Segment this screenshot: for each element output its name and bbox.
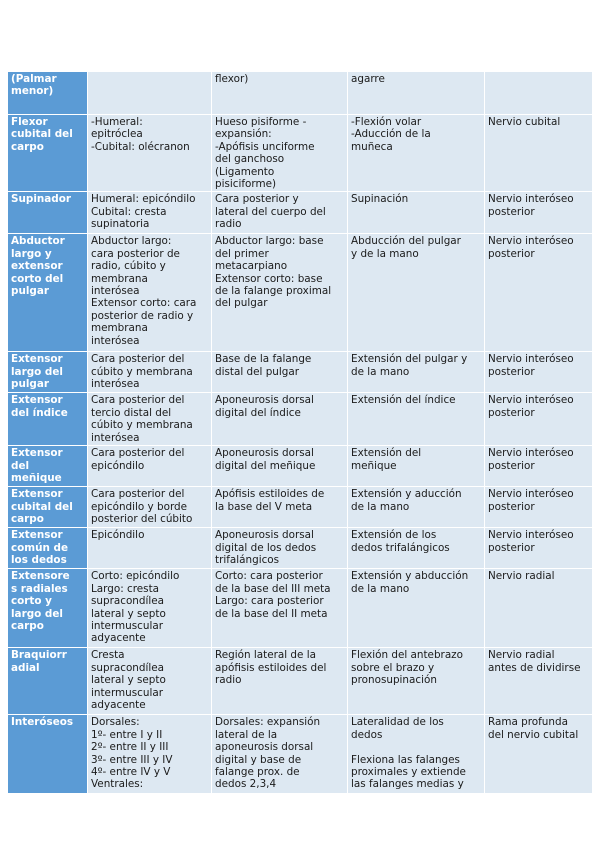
muscle-name-cell: Extensore s radiales corto y largo del carpo [8, 569, 88, 648]
action-cell: Flexión del antebrazo sobre el brazo y pronosupinación [348, 648, 485, 715]
origin-cell: Dorsales: 1º- entre I y II 2º- entre II y III 3º- entre III y IV 4º- entre IV y V Ventrales: [88, 715, 212, 794]
insertion-cell: Dorsales: expansión lateral de la aponeurosis dorsal digital y base de falange prox. de dedos 2,3,4 [212, 715, 348, 794]
insertion-cell: Aponeurosis dorsal digital del meñique [212, 446, 348, 487]
action-cell: Lateralidad de los dedos Flexiona las falanges proximales y extiende las falanges medias y [348, 715, 485, 794]
insertion-cell: Hueso pisiforme - expansión: -Apófisis unciforme del ganchoso (Ligamento pisiciforme) [212, 115, 348, 192]
origin-cell: Cara posterior del epicóndilo y borde posterior del cúbito [88, 487, 212, 528]
muscle-name-cell: Extensor largo del pulgar [8, 352, 88, 393]
insertion-cell: Abductor largo: base del primer metacarpiano Extensor corto: base de la falange proximal del pulgar [212, 234, 348, 352]
action-cell: Extensión de los dedos trifalángicos [348, 528, 485, 569]
insertion-cell: Aponeurosis dorsal digital de los dedos trifalángicos [212, 528, 348, 569]
nerve-cell: Nervio radial antes de dividirse [485, 648, 593, 715]
table-row [8, 234, 593, 352]
nerve-cell: Nervio interóseo posterior [485, 192, 593, 234]
nerve-cell: Nervio cubital [485, 115, 593, 192]
origin-cell: Humeral: epicóndilo Cubital: cresta supinatoria [88, 192, 212, 234]
origin-cell: Cara posterior del cúbito y membrana interósea [88, 352, 212, 393]
action-cell: Extensión del pulgar y de la mano [348, 352, 485, 393]
insertion-cell: flexor) [212, 72, 348, 115]
origin-cell: Cara posterior del epicóndilo [88, 446, 212, 487]
action-cell: -Flexión volar -Aducción de la muñeca [348, 115, 485, 192]
table-row [8, 72, 593, 115]
nerve-cell: Nervio interóseo posterior [485, 487, 593, 528]
table-row [8, 115, 593, 192]
nerve-cell: Nervio interóseo posterior [485, 234, 593, 352]
insertion-cell: Base de la falange distal del pulgar [212, 352, 348, 393]
table-row [8, 446, 593, 487]
nerve-cell: Nervio interóseo posterior [485, 352, 593, 393]
muscle-name-cell: Abductor largo y extensor corto del pulgar [8, 234, 88, 352]
action-cell: agarre [348, 72, 485, 115]
insertion-cell: Corto: cara posterior de la base del III meta Largo: cara posterior de la base del II meta [212, 569, 348, 648]
insertion-cell: Región lateral de la apófisis estiloides del radio [212, 648, 348, 715]
action-cell: Supinación [348, 192, 485, 234]
muscle-name-cell: Extensor cubital del carpo [8, 487, 88, 528]
table-row [8, 715, 593, 794]
table-row [8, 648, 593, 715]
nerve-cell: Nervio radial [485, 569, 593, 648]
insertion-cell: Apófisis estiloides de la base del V meta [212, 487, 348, 528]
table-row [8, 352, 593, 393]
origin-cell: Cresta supracondílea lateral y septo intermuscular adyacente [88, 648, 212, 715]
nerve-cell: Nervio interóseo posterior [485, 528, 593, 569]
origin-cell: -Humeral: epitróclea -Cubital: olécranon [88, 115, 212, 192]
table-row [8, 528, 593, 569]
action-cell: Extensión y aducción de la mano [348, 487, 485, 528]
origin-cell [88, 72, 212, 115]
muscle-name-cell: Braquiorr adial [8, 648, 88, 715]
action-cell: Extensión del índice [348, 393, 485, 446]
origin-cell: Cara posterior del tercio distal del cúbito y membrana interósea [88, 393, 212, 446]
action-cell: Extensión y abducción de la mano [348, 569, 485, 648]
insertion-cell: Aponeurosis dorsal digital del índice [212, 393, 348, 446]
muscle-name-cell: (Palmar menor) [8, 72, 88, 115]
nerve-cell: Nervio interóseo posterior [485, 393, 593, 446]
muscle-name-cell: Extensor del meñique [8, 446, 88, 487]
origin-cell: Corto: epicóndilo Largo: cresta supracondílea lateral y septo intermuscular adyacente [88, 569, 212, 648]
muscle-name-cell: Extensor del índice [8, 393, 88, 446]
nerve-cell: Rama profunda del nervio cubital [485, 715, 593, 794]
muscle-name-cell: Flexor cubital del carpo [8, 115, 88, 192]
action-cell: Extensión del meñique [348, 446, 485, 487]
nerve-cell [485, 72, 593, 115]
table-row [8, 487, 593, 528]
action-cell: Abducción del pulgar y de la mano [348, 234, 485, 352]
muscle-name-cell: Interóseos [8, 715, 88, 794]
table-row [8, 569, 593, 648]
insertion-cell: Cara posterior y lateral del cuerpo del radio [212, 192, 348, 234]
nerve-cell: Nervio interóseo posterior [485, 446, 593, 487]
table-row [8, 393, 593, 446]
muscle-name-cell: Extensor común de los dedos [8, 528, 88, 569]
origin-cell: Abductor largo: cara posterior de radio, cúbito y membrana interósea Extensor corto: cara posterior de radio y membrana interósea [88, 234, 212, 352]
table-row [8, 192, 593, 234]
muscle-name-cell: Supinador [8, 192, 88, 234]
muscle-table [7, 71, 593, 794]
origin-cell: Epicóndilo [88, 528, 212, 569]
